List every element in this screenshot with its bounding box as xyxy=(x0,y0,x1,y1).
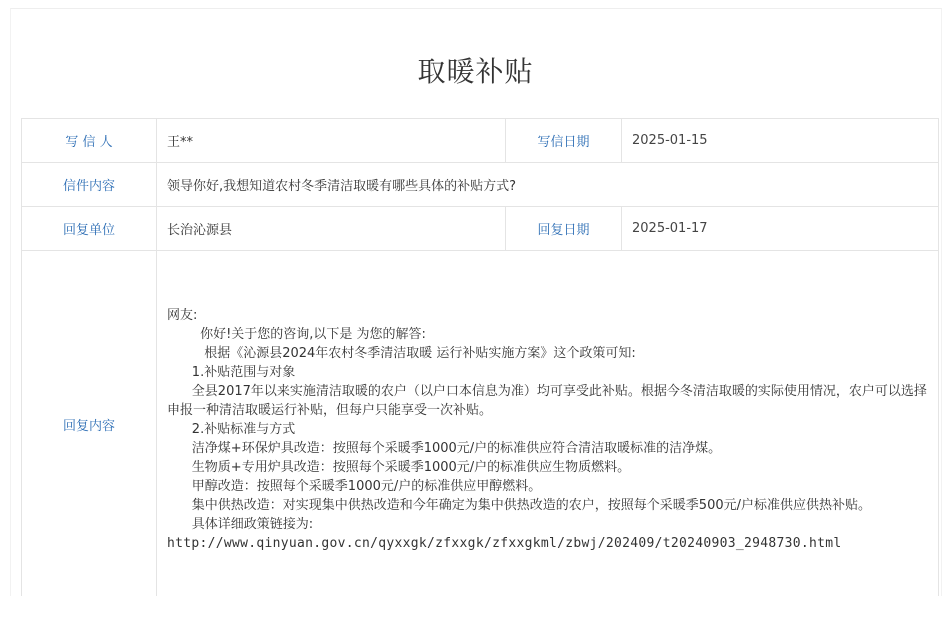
table-row-writer xyxy=(22,119,939,163)
reply-date-value: 2025-01-17 xyxy=(622,207,939,251)
table-row-reply-unit xyxy=(22,207,939,251)
reply-line: 你好!关于您的咨询,以下是 为您的解答: xyxy=(167,326,426,342)
reply-line: 1.补贴范围与对象 xyxy=(167,364,296,380)
reply-line: 根据《沁源县2024年农村冬季清洁取暖 运行补贴实施方案》这个政策可知: xyxy=(167,345,636,361)
reply-line: 生物质+专用炉具改造：按照每个采暖季1000元/户的标准供应生物质燃料。 xyxy=(167,459,631,475)
reply-line: 集中供热改造：对实现集中供热改造和今年确定为集中供热改造的农户，按照每个采暖季500元/户标准供应供热补贴。 xyxy=(167,497,871,513)
content-label: 信件内容 xyxy=(22,163,157,207)
reply-line: 2.补贴标准与方式 xyxy=(167,421,296,437)
reply-line: 全县2017年以来实施清洁取暖的农户（以户口本信息为准）均可享受此补贴。根据今冬清洁取暖的实际使用情况，农户可以选择申报一种清洁取暖运行补贴，但每户只能享受一次补贴。 xyxy=(167,383,927,418)
reply-line: 洁净煤+环保炉具改造：按照每个采暖季1000元/户的标准供应符合清洁取暖标准的洁净煤。 xyxy=(167,440,722,456)
reply-unit-label: 回复单位 xyxy=(22,207,157,251)
writer-label: 写 信 人 xyxy=(22,119,157,163)
reply-line: 甲醇改造：按照每个采暖季1000元/户的标准供应甲醇燃料。 xyxy=(167,478,542,494)
page-title: 取暖补贴 xyxy=(417,55,534,88)
reply-line: 网友: xyxy=(167,307,198,323)
content-value: 领导你好,我想知道农村冬季清洁取暖有哪些具体的补贴方式? xyxy=(157,163,939,207)
reply-content xyxy=(157,251,939,599)
reply-unit-value: 长治沁源县 xyxy=(157,207,506,251)
write-date-label: 写信日期 xyxy=(506,119,622,163)
reply-date-label: 回复日期 xyxy=(506,207,622,251)
letter-detail-table xyxy=(21,118,939,599)
writer-value: 王** xyxy=(157,119,506,163)
write-date-value: 2025-01-15 xyxy=(622,119,939,163)
table-row-content xyxy=(22,163,939,207)
reply-content-label: 回复内容 xyxy=(22,251,157,599)
table-row-reply-content xyxy=(22,251,939,599)
policy-link[interactable]: http://www.qinyuan.gov.cn/qyxxgk/zfxxgk/zfxxgkml/zbwj/202409/t20240903_2948730.html xyxy=(167,535,842,551)
reply-line: 具体详细政策链接为: xyxy=(167,516,314,532)
page-bottom-mask xyxy=(0,596,951,630)
